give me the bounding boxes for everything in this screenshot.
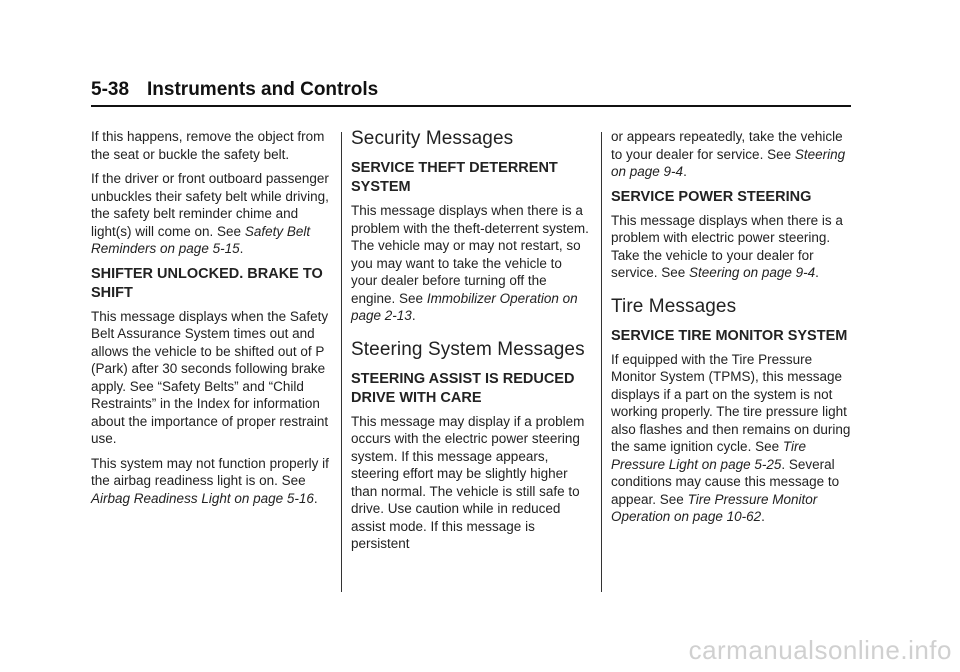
paragraph: This message displays when the Safety Belt Assurance System times out and allows the vehicle to be shifted out of P (Park) after 30 seconds following brake apply. See “Safety Belts” and “Child Restraints” in the Index for information about the importance of proper restraint use. xyxy=(91,308,329,446)
section-heading: Tire Messages xyxy=(611,295,737,317)
paragraph: If equipped with the Tire Pressure Monitor System (TPMS), this message displays if a part on the system is not working properly. The tire pressure light also flashes and then remains on during the same ignition cycle. See Tire Pressure Light on page 5-25. Several conditions may cause this message to appear. See Tire Pressure Monitor Operation on page 10-62. xyxy=(611,351,851,524)
message-heading: SERVICE POWER STEERING xyxy=(611,188,812,205)
cross-reference: Tire Pressure Light on page 5-25 xyxy=(611,439,806,472)
column-divider-1 xyxy=(341,132,342,592)
message-heading: STEERING ASSIST IS REDUCED DRIVE WITH CARE xyxy=(351,370,575,406)
section-heading: Steering System Messages xyxy=(351,338,585,360)
paragraph-text: . Several conditions may cause this message to appear. See xyxy=(611,456,840,507)
watermark: carmanualsonline.info xyxy=(688,635,952,665)
paragraph-text: This system may not function properly if the airbag readiness light is on. See xyxy=(91,455,329,488)
column-3 xyxy=(611,128,851,533)
section-title: Instruments and Controls xyxy=(147,79,379,100)
section-heading: Security Messages xyxy=(351,128,514,149)
page-header xyxy=(91,80,851,99)
cross-reference: Safety Belt Reminders on page 5-15 xyxy=(91,223,311,256)
cross-reference: Tire Pressure Monitor Operation on page 10-62 xyxy=(611,491,818,524)
cross-reference: Steering on page 9-4 xyxy=(689,265,816,280)
column-2 xyxy=(351,128,591,560)
message-heading: SERVICE THEFT DETERRENT SYSTEM xyxy=(351,160,558,195)
paragraph: This message displays when there is a problem with electric power steering. Take the vehicle to your dealer for service. See Steering on page 9-4. xyxy=(611,212,843,280)
header-title xyxy=(91,80,851,99)
cross-reference: Airbag Readiness Light on page 5-16 xyxy=(91,490,314,506)
paragraph: If the driver or front outboard passenger unbuckles their safety belt while driving, the safety belt reminder chime and light(s) will come on. See Safety Belt Reminders on page 5-15. xyxy=(91,171,329,256)
paragraph: This system may not function properly if the airbag readiness light is on. See Airbag Readiness Light on page 5-16. xyxy=(91,455,329,506)
paragraph-text: This message displays when there is a problem with the theft-deterrent system. The vehicle may or may not restart, so you may want to take the vehicle to your dealer before turning off the engine. See xyxy=(351,203,589,306)
paragraph-text: If the driver or front outboard passenger unbuckles their safety belt while driving, the safety belt reminder chime and light(s) will come on. See xyxy=(91,171,329,239)
paragraph-text: This message displays when there is a problem with electric power steering. Take the vehicle to your dealer for service. See xyxy=(611,212,843,280)
message-heading: SHIFTER UNLOCKED. BRAKE TO SHIFT xyxy=(91,265,323,301)
column-divider-2 xyxy=(601,132,602,592)
cross-reference: Steering on page 9-4 xyxy=(611,146,846,179)
paragraph: or appears repeatedly, take the vehicle to your dealer for service. See Steering on page 9-4. xyxy=(611,129,846,179)
paragraph: This message displays when there is a problem with the theft-deterrent system. The vehicle may or may not restart, so you may want to take the vehicle to your dealer before turning off the engine. See Immobilizer Operation on page 2-13. xyxy=(351,203,589,323)
paragraph-text: If equipped with the Tire Pressure Monitor System (TPMS), this message displays if a part on the system is not working properly. The tire pressure light also flashes and then remains on during the same ignition cycle. See xyxy=(611,351,851,454)
paragraph-text: or appears repeatedly, take the vehicle to your dealer for service. See xyxy=(611,129,843,162)
page-number: 5-38 xyxy=(91,79,130,100)
paragraph: This message may display if a problem occurs with the electric power steering system. If this message appears, steering effort may be slightly higher than normal. The vehicle is still safe to drive. Use caution while in reduced assist mode. If this message is persistent xyxy=(351,413,585,551)
cross-reference: Immobilizer Operation on page 2-13 xyxy=(351,290,578,323)
column-1 xyxy=(91,128,336,514)
message-heading: SERVICE TIRE MONITOR SYSTEM xyxy=(611,327,848,344)
paragraph: If this happens, remove the object from the seat or buckle the safety belt. xyxy=(91,129,325,162)
header-rule xyxy=(91,105,851,107)
